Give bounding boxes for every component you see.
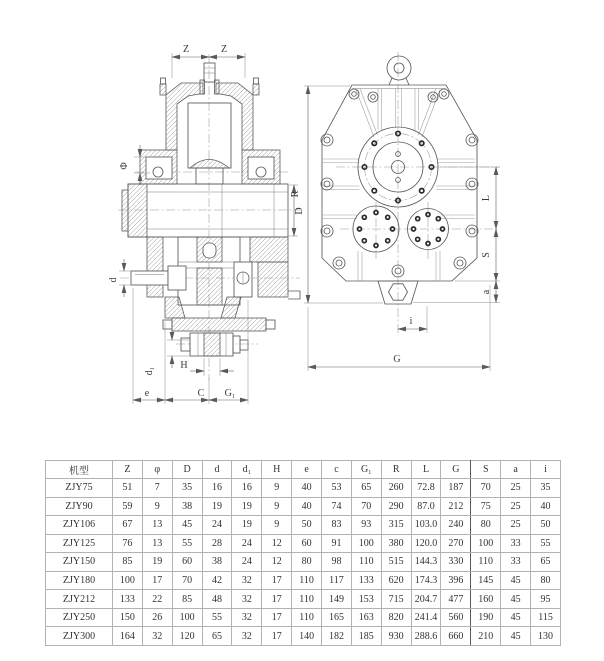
value-cell: 164 xyxy=(113,627,143,646)
value-cell: 85 xyxy=(172,590,202,609)
value-cell: 98 xyxy=(322,553,352,572)
value-cell: 32 xyxy=(232,571,262,590)
column-header: G xyxy=(441,461,471,479)
table-row xyxy=(46,590,561,609)
value-cell: 95 xyxy=(531,590,561,609)
value-cell: 45 xyxy=(501,608,531,627)
value-cell: 17 xyxy=(262,590,292,609)
table-row xyxy=(46,571,561,590)
table-row xyxy=(46,479,561,498)
value-cell: 185 xyxy=(351,627,381,646)
model-cell: ZJY75 xyxy=(46,479,113,498)
value-cell: 65 xyxy=(351,479,381,498)
dim-chain-L-S-a xyxy=(413,167,500,303)
dim-label-d1: d₁ xyxy=(144,366,155,376)
table-row xyxy=(46,627,561,646)
value-cell: 26 xyxy=(142,608,172,627)
value-cell: 212 xyxy=(441,497,471,516)
value-cell: 145 xyxy=(471,571,501,590)
table-row xyxy=(46,497,561,516)
value-cell: 110 xyxy=(351,553,381,572)
value-cell: 100 xyxy=(471,534,501,553)
model-cell: ZJY180 xyxy=(46,571,113,590)
value-cell: 70 xyxy=(172,571,202,590)
value-cell: 260 xyxy=(381,479,411,498)
value-cell: 32 xyxy=(142,627,172,646)
value-cell: 110 xyxy=(292,590,322,609)
value-cell: 93 xyxy=(351,516,381,535)
value-cell: 67 xyxy=(113,516,143,535)
value-cell: 16 xyxy=(232,479,262,498)
value-cell: 110 xyxy=(471,553,501,572)
value-cell: 32 xyxy=(232,627,262,646)
value-cell: 87.0 xyxy=(411,497,441,516)
value-cell: 715 xyxy=(381,590,411,609)
value-cell: 117 xyxy=(322,571,352,590)
value-cell: 38 xyxy=(202,553,232,572)
value-cell: 48 xyxy=(202,590,232,609)
value-cell: 25 xyxy=(501,516,531,535)
value-cell: 149 xyxy=(322,590,352,609)
value-cell: 28 xyxy=(202,534,232,553)
value-cell: 53 xyxy=(322,479,352,498)
value-cell: 33 xyxy=(501,553,531,572)
table-row xyxy=(46,516,561,535)
value-cell: 820 xyxy=(381,608,411,627)
value-cell: 133 xyxy=(113,590,143,609)
value-cell: 19 xyxy=(232,516,262,535)
value-cell: 13 xyxy=(142,534,172,553)
value-cell: 110 xyxy=(292,571,322,590)
dim-label-R: R xyxy=(290,190,301,198)
value-cell: 55 xyxy=(531,534,561,553)
value-cell: 83 xyxy=(322,516,352,535)
value-cell: 32 xyxy=(232,590,262,609)
column-header: Z xyxy=(113,461,143,479)
value-cell: 17 xyxy=(262,627,292,646)
value-cell: 17 xyxy=(262,608,292,627)
value-cell: 55 xyxy=(202,608,232,627)
value-cell: 40 xyxy=(292,497,322,516)
value-cell: 45 xyxy=(501,627,531,646)
value-cell: 65 xyxy=(531,553,561,572)
model-cell: ZJY150 xyxy=(46,553,113,572)
value-cell: 174.3 xyxy=(411,571,441,590)
value-cell: 100 xyxy=(172,608,202,627)
value-cell: 210 xyxy=(471,627,501,646)
value-cell: 150 xyxy=(113,608,143,627)
dim-label-H: H xyxy=(180,360,188,371)
dim-H xyxy=(180,358,234,376)
column-header: φ xyxy=(142,461,172,479)
value-cell: 288.6 xyxy=(411,627,441,646)
value-cell: 9 xyxy=(262,479,292,498)
model-cell: ZJY250 xyxy=(46,608,113,627)
value-cell: 115 xyxy=(531,608,561,627)
value-cell: 22 xyxy=(142,590,172,609)
dim-label-G: G xyxy=(393,354,401,365)
value-cell: 91 xyxy=(322,534,352,553)
value-cell: 60 xyxy=(172,553,202,572)
value-cell: 13 xyxy=(142,516,172,535)
dim-G xyxy=(308,285,490,371)
column-header: i xyxy=(531,461,561,479)
model-cell: ZJY125 xyxy=(46,534,113,553)
value-cell: 51 xyxy=(113,479,143,498)
dim-label-e: e xyxy=(144,388,150,399)
value-cell: 32 xyxy=(232,608,262,627)
value-cell: 7 xyxy=(142,479,172,498)
dim-label-S: S xyxy=(481,252,492,258)
value-cell: 25 xyxy=(501,497,531,516)
value-cell: 40 xyxy=(292,479,322,498)
value-cell: 187 xyxy=(441,479,471,498)
value-cell: 133 xyxy=(351,571,381,590)
value-cell: 103.0 xyxy=(411,516,441,535)
value-cell: 35 xyxy=(531,479,561,498)
column-header: S xyxy=(471,461,501,479)
value-cell: 930 xyxy=(381,627,411,646)
value-cell: 9 xyxy=(262,497,292,516)
dim-label-D: D xyxy=(294,207,305,215)
value-cell: 241.4 xyxy=(411,608,441,627)
value-cell: 75 xyxy=(471,497,501,516)
value-cell: 40 xyxy=(531,497,561,516)
value-cell: 33 xyxy=(501,534,531,553)
value-cell: 76 xyxy=(113,534,143,553)
value-cell: 165 xyxy=(322,608,352,627)
dim-label-d: d xyxy=(108,277,119,283)
dim-label-phi: Φ xyxy=(119,162,130,170)
value-cell: 100 xyxy=(113,571,143,590)
value-cell: 290 xyxy=(381,497,411,516)
value-cell: 45 xyxy=(501,571,531,590)
value-cell: 130 xyxy=(531,627,561,646)
column-header: L xyxy=(411,461,441,479)
lifting-eye xyxy=(387,56,411,85)
value-cell: 240 xyxy=(441,516,471,535)
value-cell: 660 xyxy=(441,627,471,646)
value-cell: 153 xyxy=(351,590,381,609)
column-header: D xyxy=(172,461,202,479)
value-cell: 45 xyxy=(172,516,202,535)
value-cell: 35 xyxy=(172,479,202,498)
value-cell: 182 xyxy=(322,627,352,646)
value-cell: 24 xyxy=(202,516,232,535)
column-header: d₁ xyxy=(232,461,262,479)
column-header: d xyxy=(202,461,232,479)
dim-label-i: i xyxy=(409,316,413,327)
value-cell: 72.8 xyxy=(411,479,441,498)
value-cell: 9 xyxy=(142,497,172,516)
housing-bolts xyxy=(321,89,478,277)
model-cell: ZJY212 xyxy=(46,590,113,609)
value-cell: 80 xyxy=(531,571,561,590)
value-cell: 45 xyxy=(501,590,531,609)
value-cell: 60 xyxy=(292,534,322,553)
value-cell: 19 xyxy=(142,553,172,572)
column-header: c xyxy=(322,461,352,479)
value-cell: 85 xyxy=(113,553,143,572)
model-cell: ZJY90 xyxy=(46,497,113,516)
dim-label-c: C xyxy=(197,388,205,399)
header-row xyxy=(46,461,561,479)
value-cell: 120 xyxy=(172,627,202,646)
table-row xyxy=(46,608,561,627)
column-header: a xyxy=(501,461,531,479)
value-cell: 80 xyxy=(471,516,501,535)
value-cell: 160 xyxy=(471,590,501,609)
value-cell: 163 xyxy=(351,608,381,627)
column-header: G₁ xyxy=(351,461,381,479)
value-cell: 19 xyxy=(232,497,262,516)
value-cell: 16 xyxy=(202,479,232,498)
left-view-section xyxy=(108,44,305,404)
value-cell: 65 xyxy=(202,627,232,646)
dim-i xyxy=(398,306,427,333)
value-cell: 100 xyxy=(351,534,381,553)
spec-table xyxy=(45,460,561,646)
value-cell: 12 xyxy=(262,553,292,572)
value-cell: 190 xyxy=(471,608,501,627)
table-row xyxy=(46,534,561,553)
value-cell: 396 xyxy=(441,571,471,590)
dim-label-g1: G₁ xyxy=(224,388,236,399)
value-cell: 140 xyxy=(292,627,322,646)
value-cell: 17 xyxy=(142,571,172,590)
value-cell: 330 xyxy=(441,553,471,572)
column-header: H xyxy=(262,461,292,479)
value-cell: 315 xyxy=(381,516,411,535)
value-cell: 42 xyxy=(202,571,232,590)
column-header: R xyxy=(381,461,411,479)
value-cell: 70 xyxy=(471,479,501,498)
value-cell: 50 xyxy=(292,516,322,535)
value-cell: 110 xyxy=(292,608,322,627)
value-cell: 204.7 xyxy=(411,590,441,609)
value-cell: 12 xyxy=(262,534,292,553)
dim-label-z-right: Z xyxy=(220,44,228,55)
value-cell: 55 xyxy=(172,534,202,553)
value-cell: 17 xyxy=(262,571,292,590)
value-cell: 59 xyxy=(113,497,143,516)
right-view-front xyxy=(290,52,500,371)
value-cell: 120.0 xyxy=(411,534,441,553)
value-cell: 380 xyxy=(381,534,411,553)
value-cell: 80 xyxy=(292,553,322,572)
dim-label-z-left: Z xyxy=(182,44,190,55)
value-cell: 144.3 xyxy=(411,553,441,572)
value-cell: 24 xyxy=(232,534,262,553)
value-cell: 70 xyxy=(351,497,381,516)
value-cell: 24 xyxy=(232,553,262,572)
column-header: e xyxy=(292,461,322,479)
value-cell: 38 xyxy=(172,497,202,516)
value-cell: 515 xyxy=(381,553,411,572)
value-cell: 560 xyxy=(441,608,471,627)
value-cell: 9 xyxy=(262,516,292,535)
dim-label-a: a xyxy=(481,289,492,295)
value-cell: 620 xyxy=(381,571,411,590)
value-cell: 270 xyxy=(441,534,471,553)
dim-label-L: L xyxy=(481,194,492,202)
column-header: 机型 xyxy=(46,461,113,479)
value-cell: 74 xyxy=(322,497,352,516)
value-cell: 25 xyxy=(501,479,531,498)
value-cell: 477 xyxy=(441,590,471,609)
model-cell: ZJY106 xyxy=(46,516,113,535)
model-cell: ZJY300 xyxy=(46,627,113,646)
value-cell: 50 xyxy=(531,516,561,535)
table-row xyxy=(46,553,561,572)
value-cell: 19 xyxy=(202,497,232,516)
